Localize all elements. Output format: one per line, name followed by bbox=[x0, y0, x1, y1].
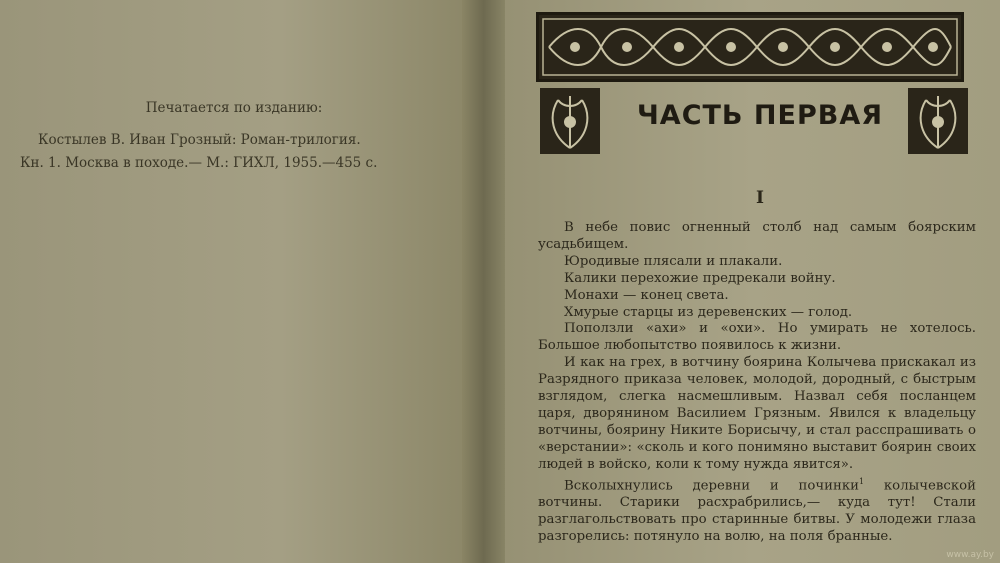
book-gutter bbox=[462, 0, 510, 563]
paragraph: Монахи — конец света. bbox=[564, 287, 729, 303]
paragraph: Поползли «ахи» и «охи». Но умирать не хотелось. Большое любопытство появилось к жизни. bbox=[538, 321, 976, 354]
paragraph-start: Всколыхнулись деревни и починки bbox=[564, 478, 860, 494]
paragraph-rest: колычевской вотчины. Старики расхрабрились,— куда тут! Стали разглагольствовать про старинные битвы. У молодежи глаза разгорелись: потянуло на волю, на поля бранные. bbox=[538, 478, 976, 544]
paragraph: Хмурые старцы из деревенских — голод. bbox=[564, 304, 853, 320]
footnote-mark[interactable]: 1 bbox=[859, 476, 865, 486]
ornament-corner-right bbox=[906, 86, 970, 156]
ornament-frieze bbox=[536, 12, 964, 82]
imprint-line-2: Кн. 1. Москва в походе.— М.: ГИХЛ, 1955.—455 с. bbox=[20, 155, 378, 171]
chapter-number: I bbox=[756, 188, 764, 208]
paragraph: Калики перехожие предрекали войну. bbox=[564, 270, 836, 286]
paragraph: В небе повис огненный столб над самым боярским усадьбищем. bbox=[538, 220, 976, 252]
paragraph: И как на грех, в вотчину боярина Колычева прискакал из Разрядного приказа человек, молодой, дородный, с быстрым взглядом, слегка насмешливым. Назвал себя посланцем царя, дворянином Василием Грязным. Явился к владельцу вотчины, боярину Никите Борисычу, и стал расспрашивать о «верстании»: «сколь и кого понимяно выставит боярин своих людей в войско, коли к тому нужда явится». bbox=[538, 355, 976, 472]
paragraph-with-footnote bbox=[538, 474, 976, 546]
part-title: ЧАСТЬ ПЕРВАЯ bbox=[636, 100, 884, 131]
imprint-line-1: Костылев В. Иван Грозный: Роман-трилогия. bbox=[38, 132, 361, 148]
paragraph: Юродивые плясали и плакали. bbox=[564, 253, 783, 269]
left-page bbox=[0, 0, 468, 563]
ornament-corner-left bbox=[538, 86, 602, 156]
watermark: www.ay.by bbox=[946, 550, 994, 560]
imprint-lead: Печатается по изданию: bbox=[145, 100, 323, 116]
chapter-text bbox=[538, 220, 976, 546]
